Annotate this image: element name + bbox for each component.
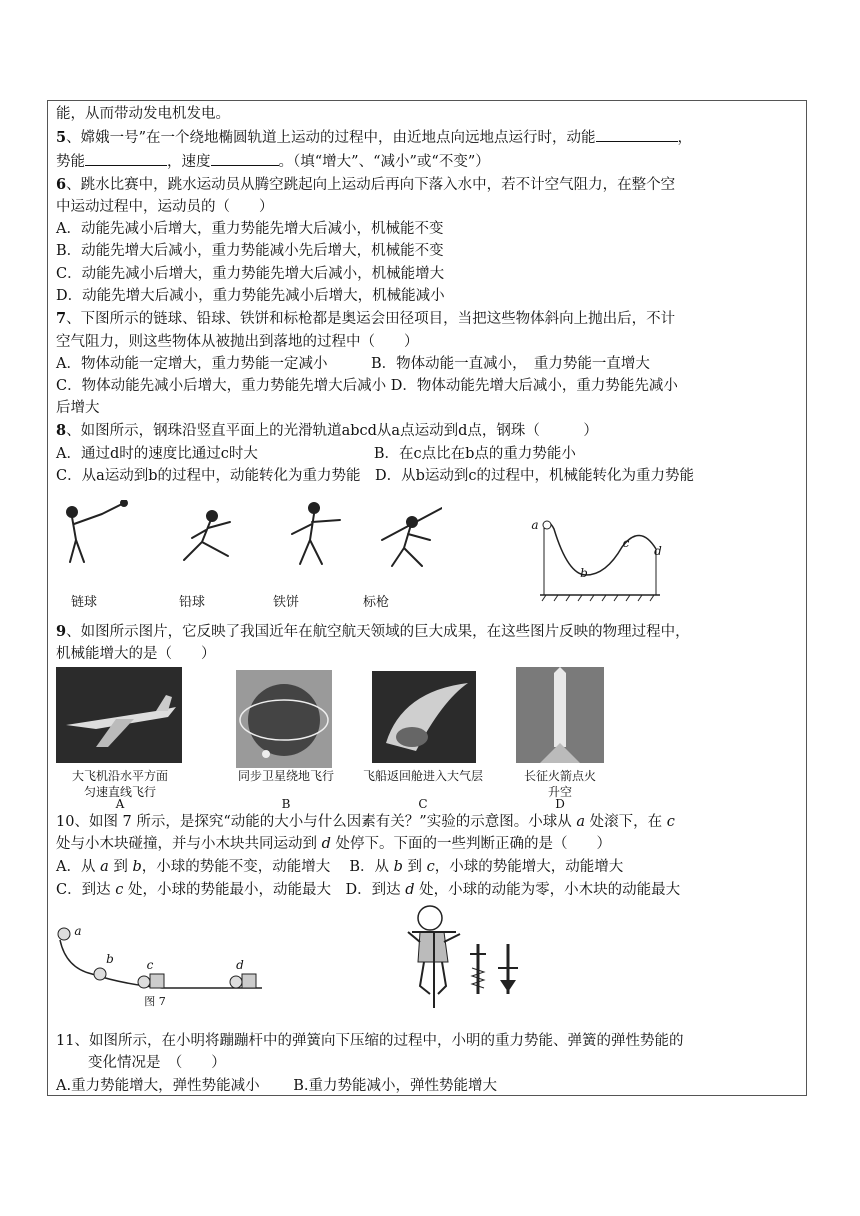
text-line: 能，从而带动发电机发电。 [56,106,230,122]
question-7: 7、下图所示的链球、铅球、铁饼和标枪都是奥运会田径项目，当把这些物体斜向上抛出后，不计 [56,310,676,327]
question-11: 11、如图所示，在小明将蹦蹦杆中的弹簧向下压缩的过程中，小明的重力势能、弹簧的弹性势能的 [56,1033,684,1049]
satellite-photo [236,670,332,768]
question-5: 5、嫦娥一号”在一个绕地椭圆轨道上运动的过程中，由近地点向远地点运行时，动能 ， [56,129,693,146]
aero-caption: 匀速直线飞行 [83,785,156,799]
pogo-stick-figure [404,902,544,1012]
fig7-caption: 图 7 [144,995,166,1008]
track-label: a [531,518,539,532]
sports-label: 铅球 [178,595,205,610]
aero-caption: 升空 [547,785,572,799]
track-figure [526,515,676,605]
option-10ab: A．从 a 到 b，小球的势能不变，动能增大 B．从 b 到 c，小球的势能增大，动能增大 [56,859,624,875]
fig7-label: c [146,958,154,972]
aero-letter: A [115,797,125,811]
aero-caption: 长征火箭点火 [523,769,596,783]
aero-letter: D [555,797,565,811]
option-7cd: C．物体动能先减小后增大，重力势能先增大后减小 D．物体动能先增大后减小，重力势能先减小 [56,378,678,394]
aero-caption: 飞船返回舱进入大气层 [362,769,483,783]
rocket-photo [516,667,604,763]
track-label: d [654,544,662,558]
figure-7 [52,918,272,990]
question-10-cont: 处与小木块碰撞，并与小木块共同运动到 d 处停下。下面的一些判断正确的是（ ） [56,836,612,852]
question-11-cont: 变化情况是 （ ） [88,1055,226,1071]
sports-figure [52,500,442,580]
fig7-label: d [236,958,244,972]
fig7-label: b [106,952,114,966]
question-8: 8、如图所示，钢珠沿竖直平面上的光滑轨道abcd从a点运动到d点，钢珠（ ） [56,422,598,439]
question-10: 10、如图 7 所示，是探究“动能的大小与什么因素有关？”实验的示意图。小球从 a 处滚下，在 c [56,814,675,830]
airplane-photo [56,667,182,763]
option-6c: C．动能先减小后增大，重力势能先增大后减小，机械能增大 [56,266,445,282]
capsule-photo [372,671,476,763]
question-9-cont: 机械能增大的是（ ） [56,646,216,662]
question-6-cont: 中运动过程中，运动员的（ ） [56,199,274,215]
aero-letter: C [418,797,428,811]
option-6a: A．动能先减小后增大，重力势能先增大后减小，机械能不变 [56,221,444,237]
question-6: 6、跳水比赛中，跳水运动员从腾空跳起向上运动后再向下落入水中，若不计空气阻力，在整个空 [56,176,676,193]
aero-letter: B [281,797,291,811]
option-8ab: A．通过d时的速度比通过c时大 B．在c点比在b点的重力势能小 [56,446,576,462]
track-label: c [622,536,630,550]
aero-caption: 同步卫星绕地飞行 [237,769,334,783]
option-7ab: A．物体动能一定增大，重力势能一定减小 B．物体动能一直减小， 重力势能一直增大 [56,356,650,372]
option-6d: D．动能先增大后减小，重力势能先减小后增大，机械能减小 [56,288,445,304]
fig7-label: a [74,924,82,938]
option-10cd: C．到达 c 处，小球的势能最小，动能最大 D．到达 d 处，小球的动能为零，小木块的动能最大 [56,882,681,898]
track-label: b [580,566,588,580]
sports-label: 铁饼 [272,595,299,610]
option-8cd: C．从a运动到b的过程中，动能转化为重力势能 D．从b运动到c的过程中，机械能转化为重力势能 [56,468,695,484]
question-7-cont: 空气阻力，则这些物体从被抛出到落地的过程中（ ） [56,334,419,350]
option-11ab: A.重力势能增大，弹性势能减小 B.重力势能减小，弹性势能增大 [56,1078,497,1094]
option-6b: B．动能先增大后减小，重力势能减小先后增大，机械能不变 [56,243,444,259]
question-9: 9、如图所示图片，它反映了我国近年在航空航天领域的巨大成果，在这些图片反映的物理过程中， [56,623,690,640]
question-5-cont: 势能 ，速度 。（填“增大”、“减小”或“不变”） [56,151,490,172]
aero-caption: 大飞机沿水平方面 [71,769,168,783]
option-7-cont: 后增大 [56,400,100,416]
sports-label: 标枪 [362,595,389,610]
sports-label: 链球 [70,595,97,610]
